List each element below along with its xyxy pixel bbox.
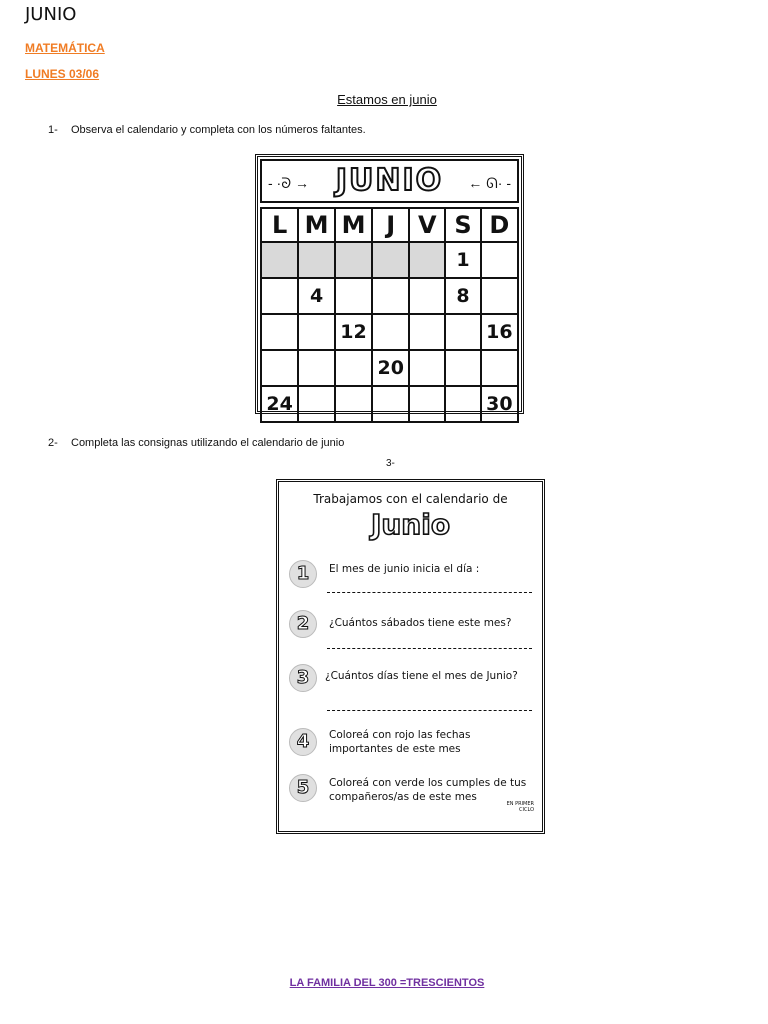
day-cell: 4 [298, 278, 335, 314]
week-row [261, 278, 518, 314]
day-cell [409, 242, 445, 278]
day-cell: 20 [372, 350, 409, 386]
weekday-cell: M [335, 208, 372, 242]
dashed-arrow-icon: ← ᘏ· - [468, 175, 511, 191]
answer-line [327, 710, 532, 711]
worksheet-title: Junio [370, 508, 451, 541]
number-badge: 2 [289, 610, 317, 638]
day-cell [261, 350, 298, 386]
weekday-cell: M [298, 208, 335, 242]
day-cell [298, 314, 335, 350]
number-badge: 5 [289, 774, 317, 802]
day-cell: 1 [445, 242, 481, 278]
day-cell: 24 [261, 386, 298, 422]
day-cell [409, 386, 445, 422]
week-row [261, 386, 518, 422]
day-cell [335, 350, 372, 386]
day-cell [409, 278, 445, 314]
day-cell [298, 242, 335, 278]
day-cell [372, 278, 409, 314]
weekday-cell: J [372, 208, 409, 242]
weekday-cell: D [481, 208, 518, 242]
instruction-3: 3- [386, 458, 395, 469]
weekday-cell: L [261, 208, 298, 242]
question-text: ¿Cuántos sábados tiene este mes? [329, 617, 512, 629]
day-cell [445, 386, 481, 422]
dashed-arrow-icon: - ·ᘐ → [268, 175, 309, 191]
answer-line [327, 648, 532, 649]
day-cell [445, 314, 481, 350]
day-cell [409, 350, 445, 386]
number-badge: 1 [289, 560, 317, 588]
day-cell [372, 314, 409, 350]
day-cell [335, 242, 372, 278]
weekday-cell: V [409, 208, 445, 242]
page-title: JUNIO [25, 4, 77, 25]
day-cell [481, 350, 518, 386]
day-cell [298, 386, 335, 422]
number-badge: 4 [289, 728, 317, 756]
day-cell [409, 314, 445, 350]
day-cell [335, 278, 372, 314]
day-cell [335, 386, 372, 422]
worksheet-heading: Trabajamos con el calendario de [313, 492, 508, 506]
day-cell [372, 386, 409, 422]
worksheet-logo: EN PRIMER CICLO [506, 801, 534, 813]
weekday-row [261, 208, 518, 242]
day-cell: 16 [481, 314, 518, 350]
day-cell: 8 [445, 278, 481, 314]
answer-line [327, 592, 532, 593]
instruction-1 [48, 124, 366, 136]
calendar-header [260, 159, 519, 203]
section-title: Estamos en junio [337, 92, 437, 107]
instruction-2 [48, 437, 344, 449]
calendar-grid [260, 207, 519, 423]
day-cell [445, 350, 481, 386]
weekday-cell: S [445, 208, 481, 242]
question-text: Coloreá con verde los cumples de tus compañeros/as de este mes [329, 777, 527, 803]
date-heading: LUNES 03/06 [25, 67, 100, 81]
day-cell: 30 [481, 386, 518, 422]
week-row [261, 350, 518, 386]
day-cell [481, 242, 518, 278]
week-row [261, 242, 518, 278]
day-cell: 12 [335, 314, 372, 350]
question-text: Coloreá con rojo las fechas importantes de este mes [329, 729, 471, 755]
instruction-number: 2- [48, 437, 58, 449]
day-cell [261, 242, 298, 278]
instruction-text: Observa el calendario y completa con los números faltantes. [71, 124, 366, 136]
number-badge: 3 [289, 664, 317, 692]
day-cell [261, 278, 298, 314]
day-cell [261, 314, 298, 350]
instruction-number: 1- [48, 124, 58, 136]
day-cell [372, 242, 409, 278]
calendar-title: JUNIO [335, 163, 444, 198]
question-text: El mes de junio inicia el día : [329, 563, 480, 575]
question-text: ¿Cuántos días tiene el mes de Junio? [325, 670, 518, 682]
subject-heading: MATEMÁTICA [25, 41, 105, 55]
day-cell [298, 350, 335, 386]
footer-link[interactable]: LA FAMILIA DEL 300 =TRESCIENTOS [289, 977, 485, 989]
week-row [261, 314, 518, 350]
june-calendar-image [255, 154, 524, 414]
day-cell [481, 278, 518, 314]
june-worksheet-image [276, 479, 545, 834]
instruction-text: Completa las consignas utilizando el calendario de junio [71, 437, 345, 449]
